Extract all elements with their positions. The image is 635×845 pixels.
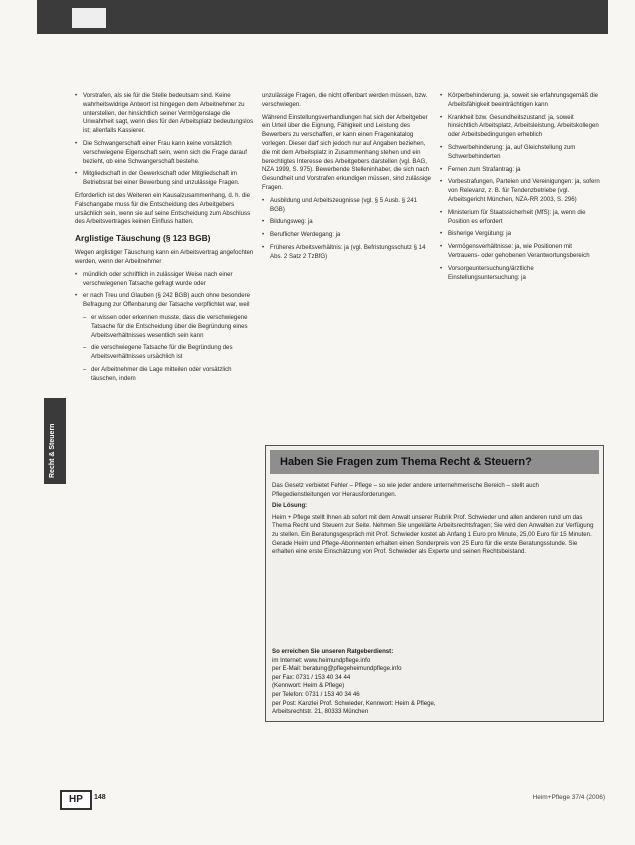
contact-line[interactable]: im Internet: www.heimundpflege.info (272, 656, 371, 664)
bullet-list (262, 197, 432, 262)
box-title: Haben Sie Fragen zum Thema Recht & Steuern? (270, 450, 599, 474)
list-item: • Mitgliedschaft in der Gewerkschaft oder Mitgliedschaft im Betriebsrat bei einer Bewerbung sind unzulässige Fragen. (75, 170, 255, 188)
page-footer (60, 790, 605, 808)
header-bar (37, 0, 608, 34)
list-item: • Körperbehinderung: ja, soweit sie erfahrungsgemäß die Arbeitsfähigkeit beeinträchtigen kann (440, 92, 602, 110)
box-body (272, 482, 595, 560)
contact-line: per Telefon: 0731 / 153 40 34 46 (272, 690, 360, 698)
box-solution-text: Heim + Pflege stellt Ihnen ab sofort mit dem Anwalt unserer Rubrik Prof. Schwieder und allen anderen rund um das Thema Recht und Steuern zur Seite. Nehmen Sie ungeklärte Arbeitsrechtsfragen; Sie wird den Anwalten zur Verfügung zu stellen. Ein Beratungsgespräch mit Prof. Schwieder kostet ab Anfang 1 Euro pro Minute, 25,00 Euro für 15 Minuten. Gerade Heim und Pflege-Abonnenten erhalten einen Sonderpreis von 25 Euro für die erste Beratungsstunde. Sie erhalten eine erste Einschätzung von Prof. Schwieder als Experte und seinen Rechtsbeistand. (272, 513, 594, 556)
section-sidebar-tab (44, 398, 66, 484)
list-item: • Bildungsweg: ja (262, 218, 432, 227)
box-solution-label: Die Lösung: (272, 502, 308, 510)
section-label: Recht & Steuern (49, 423, 56, 478)
contact-line: per Post: Kanzlei Prof. Schwieder, Kennwort: Heim & Pflege, (272, 699, 436, 707)
header-tab (72, 8, 106, 28)
bullet-list-bottom (75, 271, 255, 310)
column-2 (262, 92, 432, 266)
paragraph: Erforderlich ist des Weiteren ein Kausalzusammenhang, d. h. die Falschangabe muss für die Entscheidung des Arbeitgebers ursächlich sein, wenn sie auf seine Entscheidung zum Abschluss des Arbeitsvertrages keinen Einfluss hatten. (75, 191, 251, 226)
contact-line[interactable]: per E-Mail: beratung@pflegeheimundpflege.info (272, 665, 402, 673)
magazine-logo: HP (60, 790, 92, 810)
list-item: • Früheres Arbeitsverhältnis: ja (vgl. Befristungsschutz § 14 Abs. 2 Satz 2 TzBfG) (262, 244, 432, 262)
list-item: • Vorsorgeuntersuchung/ärztliche Einstellungsuntersuchung: ja (440, 265, 602, 283)
contact-line: per Fax: 0731 / 153 40 34 44 (272, 673, 351, 681)
column-3 (440, 92, 602, 286)
paragraph: unzulässige Fragen, die nicht offenbart werden müssen, bzw. verschwiegen. (262, 92, 428, 108)
footer-source: Heim+Pflege 37/4 (2006) (532, 794, 605, 801)
bullet-list (440, 92, 602, 282)
list-item: • Die Schwangerschaft einer Frau kann keine vorsätzlich verschwiegene Eigenschaft sein, wenn sich die Frage darauf bezieht, ob eine Schwangerschaft bestehe. (75, 140, 255, 166)
list-item: • Ausbildung und Arbeitszeugnisse (vgl. § 5 Ausb. § 241 BGB) (262, 197, 432, 215)
info-box (265, 445, 604, 722)
paragraph: Während Einstellungsverhandlungen hat sich der Arbeitgeber ein Urteil über die Eignung, Fähigkeit und Leistung des Bewerbers zu verschaffen, er kann einen Fragenkatalog vorlegen. Dieser darf sich jedoch nur auf Angaben beziehen, die mit dem Arbeitsplatz in Zusammenhang stehen und ein berechtigtes Interesse des Arbeitgebers darstellen (vgl. BAG, NZA 1999, S. 975). Bewerbende Stelleninhaber, die sich nach Gesundheit und Vorstrafen erkundigen müssen, sind zulässige Fragen. (262, 113, 432, 191)
list-item: • Bisherige Vergütung: ja (440, 230, 602, 239)
list-item: • Vermögensverhältnisse: ja, wie Positionen mit Vertrauens- oder gehobenen Verantwortungsbereich (440, 243, 602, 261)
list-item: • Schwerbehinderung: ja, auf Gleichstellung zum Schwerbehinderten (440, 144, 602, 162)
page-number: 148 (94, 794, 106, 801)
list-item: • Krankheit bzw. Gesundheitszustand: ja, soweit hinsichtlich Arbeitsplatz, Arbeitsleistung, Arbeitskollegen oder Arbeitsbedingungen erheblich (440, 114, 602, 140)
paragraph: Wegen arglistiger Täuschung kann ein Arbeitsvertrag angefochten werden, wenn der Arbeitnehmer (75, 249, 254, 265)
list-item: • Vorstrafen, als sie für die Stelle bedeutsam sind. Keine wahrheitswidrige Antwort ist hingegen dem Arbeitnehmer zu unterstellen, der hinsichtlich seiner Vermögenslage die Unwahrheit sagt, wenn dies für den Arbeitsplatz bedeutungslos ist; allenfalls Kassierer. (75, 92, 255, 136)
dash-item: – der Arbeitnehmer die Lage mitteilen oder vorsätzlich täuschen, indem (83, 366, 255, 384)
box-contact (272, 648, 595, 717)
dash-item: – die verschwiegene Tatsache für die Begründung des Arbeitsverhältnisses ursächlich ist (83, 344, 255, 362)
list-item: • mündlich oder schriftlich in zulässiger Weise nach einer verschwiegenen Tatsache gefragt wurde oder (75, 271, 255, 289)
dash-item: – er wissen oder erkennen musste, dass die verschwiegene Tatsache für die Entscheidung über die Begründung eines Arbeitsverhältnisses wesentlich sein kann (83, 314, 255, 340)
contact-line: (Kennwort: Heim & Pflege) (272, 682, 345, 690)
list-item: • Ministerium für Staatssicherheit (MfS): ja, wenn die Position es erfordert (440, 209, 602, 227)
list-item: • Fernen zum Strafantrag: ja (440, 166, 602, 175)
list-item: • Beruflicher Werdegang: ja (262, 231, 432, 240)
list-item: • Vorbestrafungen, Parteien und Vereinigungen: ja, sofern von Relevanz, z. B. für Tendenzbetriebe (vgl. Arbeitsgericht München, NZA-RR 2003, S. 296) (440, 178, 602, 204)
contact-title: So erreichen Sie unseren Ratgeberdienst: (272, 648, 394, 655)
box-intro: Das Gesetz verbietet Fehler – Pflege – so wie jeder andere unternehmerische Bereich – stellt auch Pflegedienstleitungen vor Herausforderungen. (272, 482, 539, 498)
section-heading: Arglistige Täuschung (§ 123 BGB) (75, 233, 211, 244)
column-1 (75, 92, 255, 388)
dash-list (83, 314, 255, 384)
bullet-list-top (75, 92, 255, 188)
contact-line: Arbeitsrechtstr. 21, 80333 München (272, 708, 369, 716)
list-item: • er nach Treu und Glauben (§ 242 BGB) auch ohne besondere Befragung zur Offenbarung der Tatsache verpflichtet war, weil (75, 292, 255, 310)
